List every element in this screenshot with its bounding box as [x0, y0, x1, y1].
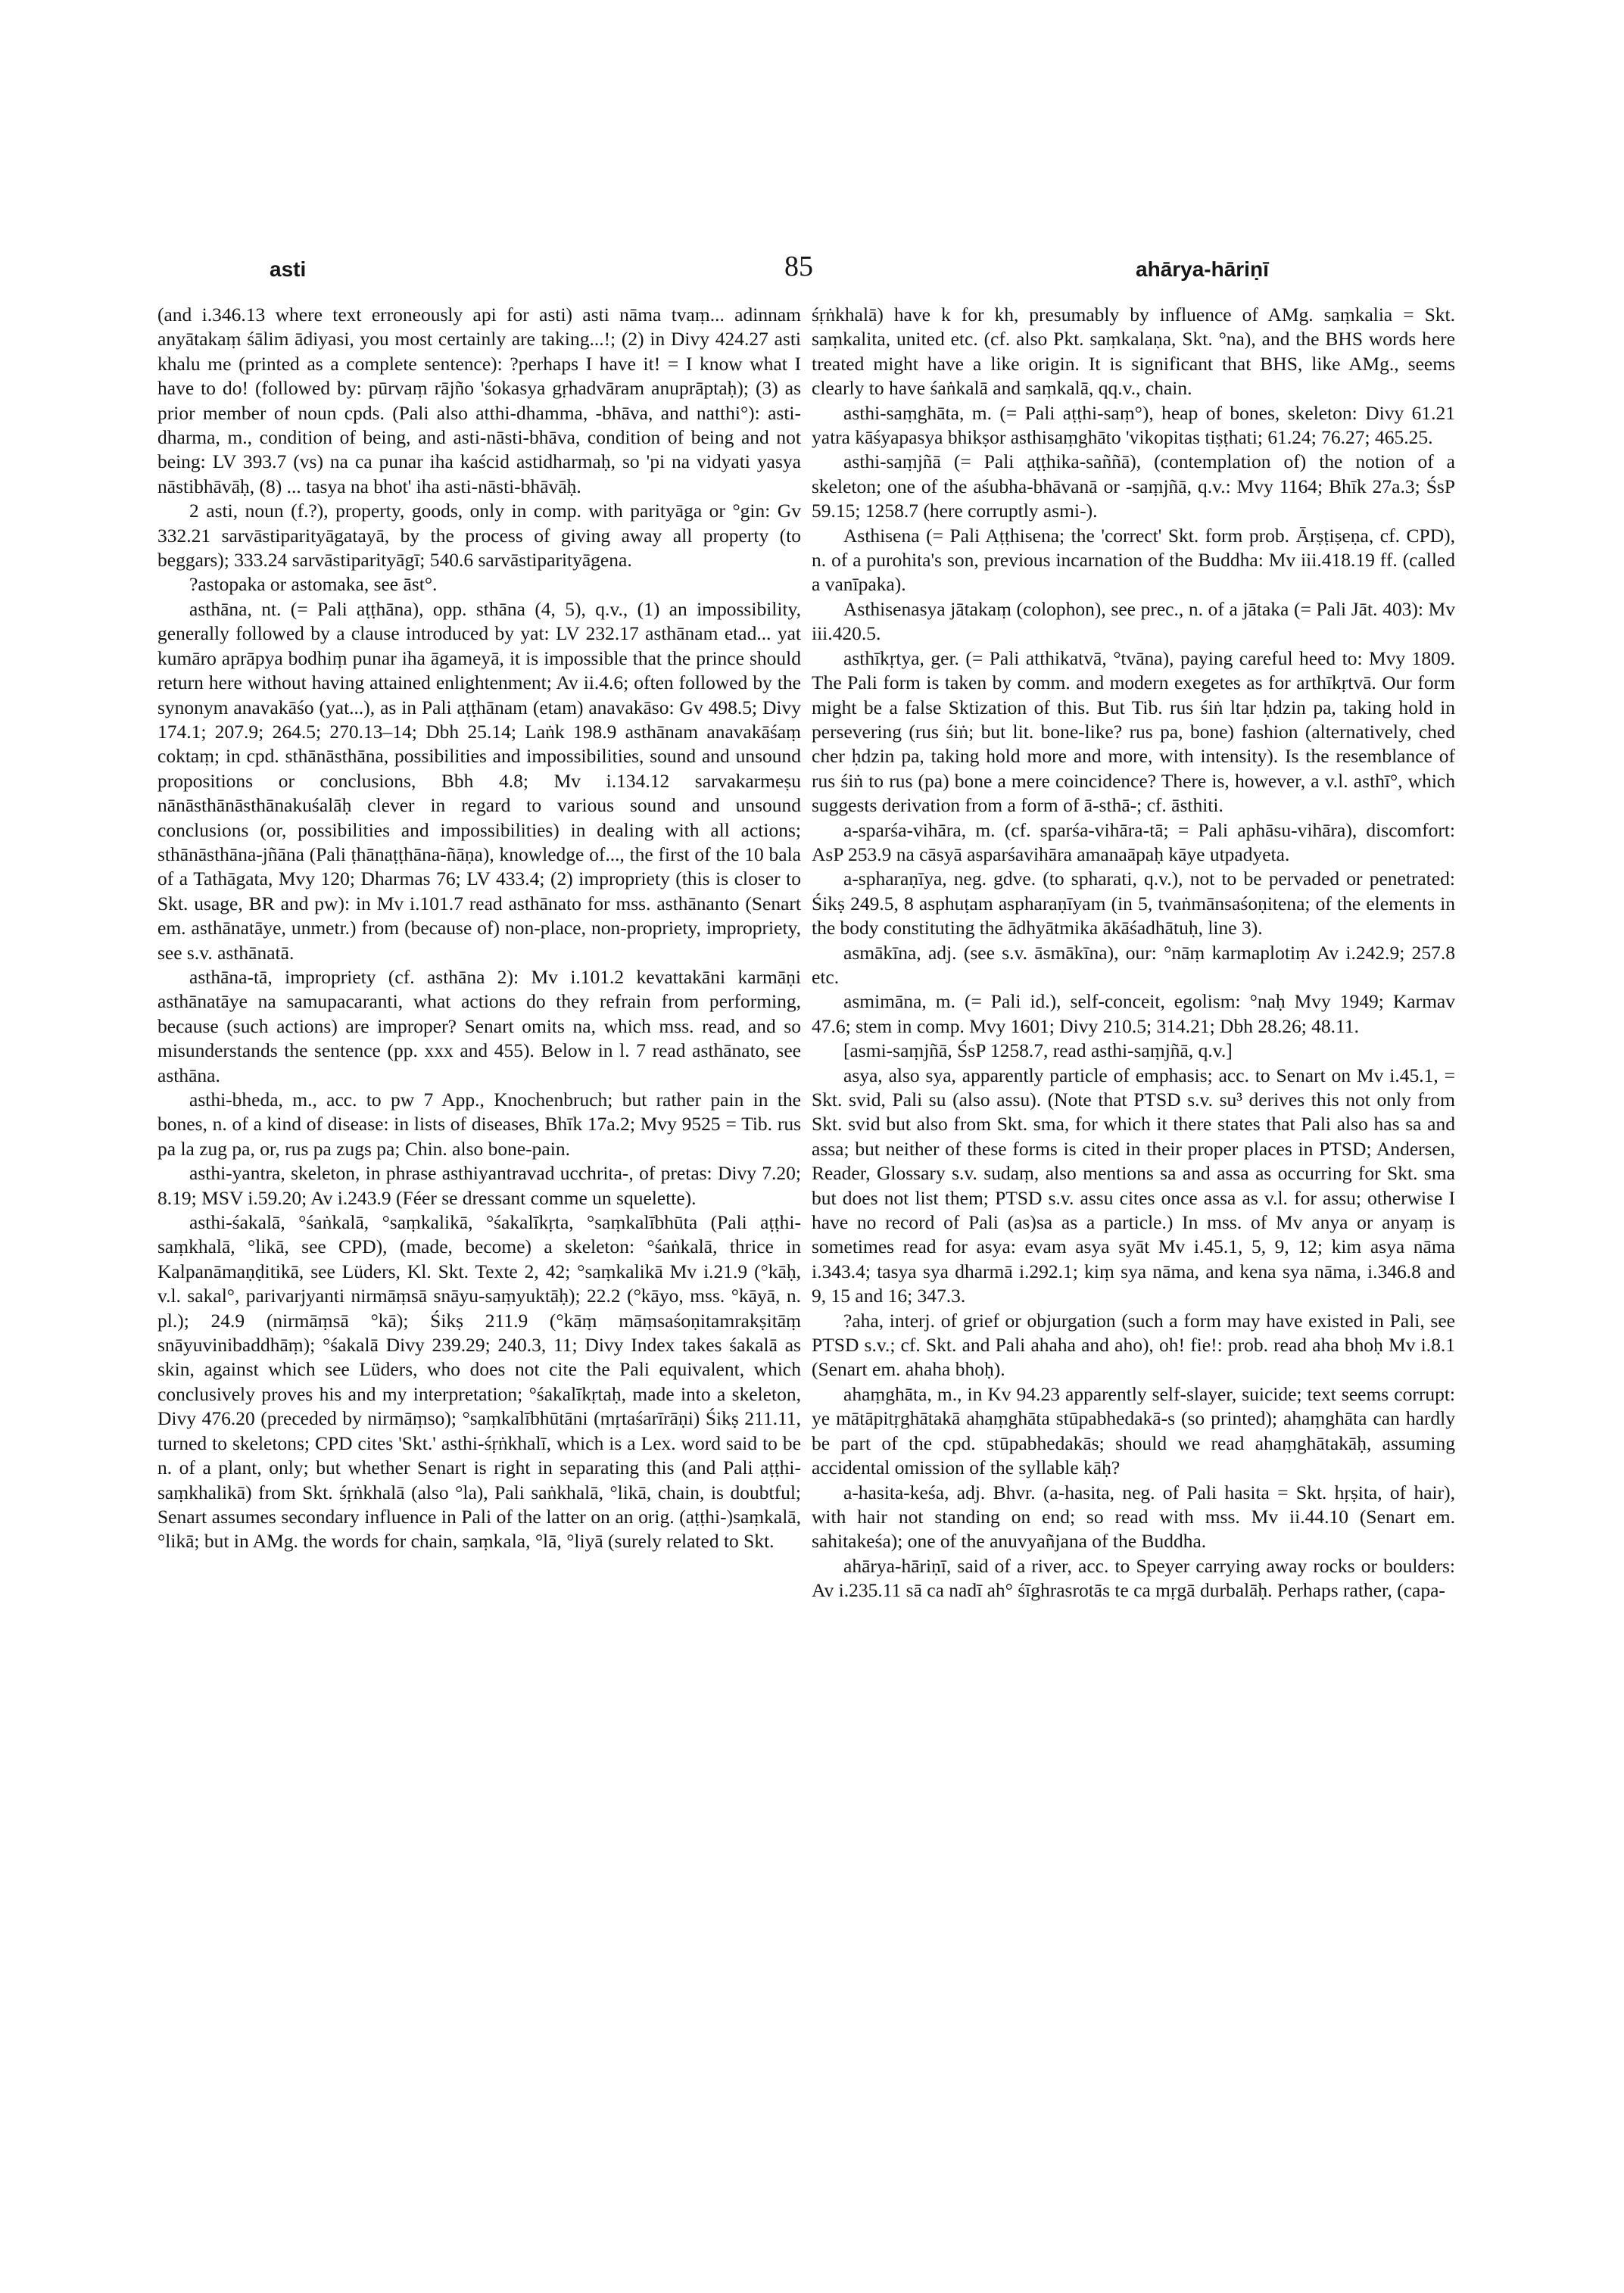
entry-paragraph: ahārya-hāriṇī, said of a river, acc. to Speyer carrying away rocks or boulders: Av i.235.11 sā ca nadī ah° śīghrasrotās te ca mṛgā durbalāḥ. Perhaps rather, (capa-	[812, 1554, 1455, 1602]
running-header	[0, 250, 1624, 295]
entry-paragraph: asthīkṛtya, ger. (= Pali atthikatvā, °tvāna), paying careful heed to: Mvy 1809. The Pali form is taken by comm. and modern exegetes as for arthīkṛtvā. Our form might be a false Sktization of this. But Tib. rus śiṅ ltar ḥdzin pa, taking hold in persevering (rus śiṅ; but lit. bone-like? rus pa, bone) fashion (alternatively, ched cher ḥdzin pa, taking hold more and more, with intensity). Is the resemblance of rus śiṅ to rus (pa) bone a mere coincidence? There is, however, a v.l. asthī°, which suggests derivation from a form of ā-sthā-; cf. āsthiti.	[812, 646, 1455, 817]
entry-paragraph: a-spharaṇīya, neg. gdve. (to spharati, q.v.), not to be pervaded or penetrated: Śikṣ 249.5, 8 asphuṭam aspharaṇīyam (in 5, tvaṅmānsaśoṇitena; of the elements in the body constituting the ādhyātmika ākāśadhātuḥ, line 3).	[812, 868, 1455, 939]
page-number: 85	[784, 251, 813, 282]
entry-paragraph: asmimāna, m. (= Pali id.), self-conceit, egolism: °naḥ Mvy 1949; Karmav 47.6; stem in comp. Mvy 1601; Divy 210.5; 314.21; Dbh 28.26; 48.11.	[812, 990, 1455, 1037]
entry-paragraph: asmākīna, adj. (see s.v. āsmākīna), our: °nāṃ karmaplotiṃ Av i.242.9; 257.8 etc.	[812, 941, 1455, 988]
entry-paragraph: [asmi-saṃjñā, ŚsP 1258.7, read asthi-saṃjñā, q.v.]	[843, 1039, 1233, 1062]
entry-paragraph: a-sparśa-vihāra, m. (cf. sparśa-vihāra-tā; = Pali aphāsu-vihāra), discomfort: AsP 253.9 na cāsyā asparśavihāra amanaāpaḥ kāye utpadyeta.	[812, 818, 1455, 865]
entry-paragraph: (and i.346.13 where text erroneously api for asti) asti nāma tvaṃ... adinnam anyātakaṃ śālim ādiyasi, you most certainly are taking...!; (2) in Divy 424.27 asti khalu me (printed as a complete sentence): ?perhaps I have it! = I know what I have to do! (followed by: pūrvaṃ rājño 'śokasya gṛhadvāram anuprāptaḥ); (3) as prior member of noun cpds. (Pali also atthi-dhamma, -bhāva, and natthi°): asti-dharma, m., condition of being, and asti-nāsti-bhāva, condition of being and not being: LV 393.7 (vs) na ca punar iha kaścid astidharmaḥ, so 'pi na vidyati yasya nāstibhāvāḥ, (8) ... tasya na bhot' iha asti-nāsti-bhāvāḥ.	[157, 304, 801, 497]
left-column	[157, 303, 801, 1554]
entry-paragraph: śṛṅkhalā) have k for kh, presumably by influence of AMg. saṃkalia = Skt. saṃkalita, united etc. (cf. also Pkt. saṃkalaṇa, Skt. °na), and the BHS words here treated might have a like origin. It is significant that BHS, like AMg., seems clearly to have śaṅkalā and saṃkalā, qq.v., chain.	[812, 304, 1455, 400]
entry-paragraph: asthi-śakalā, °śaṅkalā, °saṃkalikā, °śakalīkṛta, °saṃkalībhūta (Pali aṭṭhi-saṃkhalā, °likā, see CPD), (made, become) a skeleton: °śaṅkalā, thrice in Kalpanāmaṇḍitikā, see Lüders, Kl. Skt. Texte 2, 42; °saṃkalikā Mv i.21.9 (°kāḥ, v.l. sakal°, parivarjyanti nirmāṃsā snāyu-saṃyuktāḥ); 22.2 (°kāyo, mss. °kāyā, n. pl.); 24.9 (nirmāṃsā °kā); Śikṣ 211.9 (°kāṃ māṃsaśoṇitamrakṣitāṃ snāyuvinibaddhāṃ); °śakalā Divy 239.29; 240.3, 11; Divy Index takes śakalā as skin, against which see Lüders, who does not cite the Pali equivalent, which conclusively proves his and my interpretation; °śakalīkṛtaḥ, made into a skeleton, Divy 476.20 (preceded by nirmāṃso); °saṃkalībhūtāni (mṛtaśarīrāṇi) Śikṣ 211.11, turned to skeletons; CPD cites 'Skt.' asthi-śṛṅkhalī, which is a Lex. word said to be n. of a plant, only; but whether Senart is right in separating this (and Pali aṭṭhi-saṃkhalikā) from Skt. śṛṅkhalā (also °la), Pali saṅkhalā, °likā, chain, is doubtful; Senart assumes secondary influence in Pali of the latter on an orig. (aṭṭhi-)saṃkalā, °likā; but in AMg. the words for chain, saṃkala, °lā, °liyā (surely related to Skt.	[157, 1211, 801, 1553]
header-right-word: ahārya-hāriṇī	[1136, 257, 1269, 281]
entry-paragraph: ahaṃghāta, m., in Kv 94.23 apparently self-slayer, suicide; text seems corrupt: ye mātāpitṛghātakā ahaṃghāta stūpabhedakā-s (so printed); ahaṃghāta can hardly be part of the cpd. stūpabhedakās; should we read ahaṃghātakāḥ, assuming accidental omission of the syllable kāḥ?	[812, 1382, 1455, 1479]
entry-paragraph: asthi-saṃghāta, m. (= Pali aṭṭhi-saṃ°), heap of bones, skeleton: Divy 61.21 yatra kāśyapasya bhikṣor asthisaṃghāto 'vikopitas tiṣṭhati; 61.24; 76.27; 465.25.	[812, 401, 1455, 449]
entry-paragraph: asthāna, nt. (= Pali aṭṭhāna), opp. sthāna (4, 5), q.v., (1) an impossibility, generally followed by a clause introduced by yat: LV 232.17 asthānam etad... yat kumāro aprāpya bodhiṃ punar iha āgameyā, it is impossible that the prince should return here without having attained enlightenment; Av ii.4.6; often followed by the synonym anavakāśo (yat...), as in Pali aṭṭhānam (etam) anavakāso: Gv 498.5; Divy 174.1; 207.9; 264.5; 270.13–14; Dbh 25.14; Laṅk 198.9 asthānam anavakāśaṃ coktaṃ; in cpd. sthānāsthāna, possibilities and impossibilities, sound and unsound propositions or conclusions, Bbh 4.8; Mv i.134.12 sarvakarmeṣu nānāsthānāsthānakuśalāḥ clever in regard to various sound and unsound conclusions (or, possibilities and impossibilities) in dealing with all actions; sthānāsthāna-jñāna (Pali ṭhānaṭṭhāna-ñāṇa), knowledge of..., the first of the 10 bala of a Tathāgata, Mvy 120; Dharmas 76; LV 433.4; (2) impropriety (this is closer to Skt. usage, BR and pw): in Mv i.101.7 read asthānato for mss. asthānanto (Senart em. asthānatāye, unmetr.) from (because of) non-place, non-propriety, impropriety, see s.v. asthānatā.	[157, 597, 801, 964]
entry-paragraph: asya, also sya, apparently particle of emphasis; acc. to Senart on Mv i.45.1, = Skt. svid, Pali su (also assu). (Note that PTSD s.v. su³ derives this not only from Skt. svid but also from Skt. sma, for which it there states that Pali also has sa and assa; but neither of these forms is cited in their proper places in PTSD; Andersen, Reader, Glossary s.v. sudaṃ, also mentions sa and assa as occurring for Skt. sma but does not list them; PTSD s.v. assu cites once assa as v.l. for assu; otherwise I have no record of Pali (as)sa as a particle.) In mss. of Mv anya or anyaṃ is sometimes read for asya: evam asya syāt Mv i.45.1, 5, 9, 12; kim asya nāma i.343.4; tasya sya dharmā i.292.1; kiṃ sya nāma, and kena sya nāma, i.346.8 and 9, 15 and 16; 347.3.	[812, 1064, 1455, 1307]
entry-paragraph: ?astopaka or astomaka, see āst°.	[189, 573, 438, 596]
header-left-word: asti	[270, 257, 307, 281]
right-column	[812, 303, 1455, 1603]
entry-paragraph: asthi-yantra, skeleton, in phrase asthiyantravad ucchrita-, of pretas: Divy 7.20; 8.19; MSV i.59.20; Av i.243.9 (Féer se dressant comme un squelette).	[157, 1162, 801, 1209]
entry-paragraph: asthāna-tā, impropriety (cf. asthāna 2): Mv i.101.2 kevattakāni karmāṇi asthānatāye na samupacaranti, what actions do they refrain from performing, because (such actions) are improper? Senart omits na, which mss. read, and so misunderstands the sentence (pp. xxx and 455). Below in l. 7 read asthānato, see asthāna.	[157, 965, 801, 1086]
entry-paragraph: Asthisena (= Pali Aṭṭhisena; the 'correct' Skt. form prob. Ārṣṭiṣeṇa, cf. CPD), n. of a purohita's son, previous incarnation of the Buddha: Mv iii.418.19 ff. (called a vanīpaka).	[812, 524, 1455, 596]
entry-paragraph: asthi-bheda, m., acc. to pw 7 App., Knochenbruch; but rather pain in the bones, n. of a kind of disease: in lists of diseases, Bhīk 17a.2; Mvy 9525 = Tib. rus pa la zug pa, or, rus pa zugs pa; Chin. also bone-pain.	[157, 1089, 801, 1160]
entry-paragraph: ?aha, interj. of grief or objurgation (such a form may have existed in Pali, see PTSD s.v.; cf. Skt. and Pali ahaha and aho), oh! fie!: prob. read aha bhoḥ Mv i.8.1 (Senart em. ahaha bhoḥ).	[812, 1309, 1455, 1381]
entry-paragraph: asthi-saṃjñā (= Pali aṭṭhika-saññā), (contemplation of) the notion of a skeleton; one of the aśubha-bhāvanā or -saṃjñā, q.v.: Mvy 1164; Bhīk 27a.3; ŚsP 59.15; 1258.7 (here corruptly asmi-).	[812, 450, 1455, 522]
entry-paragraph: 2 asti, noun (f.?), property, goods, only in comp. with parityāga or °gin: Gv 332.21 sarvāstiparityāgatayā, by the process of giving away all property (to beggars); 333.24 sarvāstiparityāgī; 540.6 sarvāstiparityāgena.	[157, 500, 801, 572]
entry-paragraph: a-hasita-keśa, adj. Bhvr. (a-hasita, neg. of Pali hasita = Skt. hṛṣita, of hair), with hair not standing on end; so read with mss. Mv ii.44.10 (Senart em. sahitakeśa); one of the anuvyañjana of the Buddha.	[812, 1481, 1455, 1553]
entry-paragraph: Asthisenasya jātakaṃ (colophon), see prec., n. of a jātaka (= Pali Jāt. 403): Mv iii.420.5.	[812, 597, 1455, 645]
